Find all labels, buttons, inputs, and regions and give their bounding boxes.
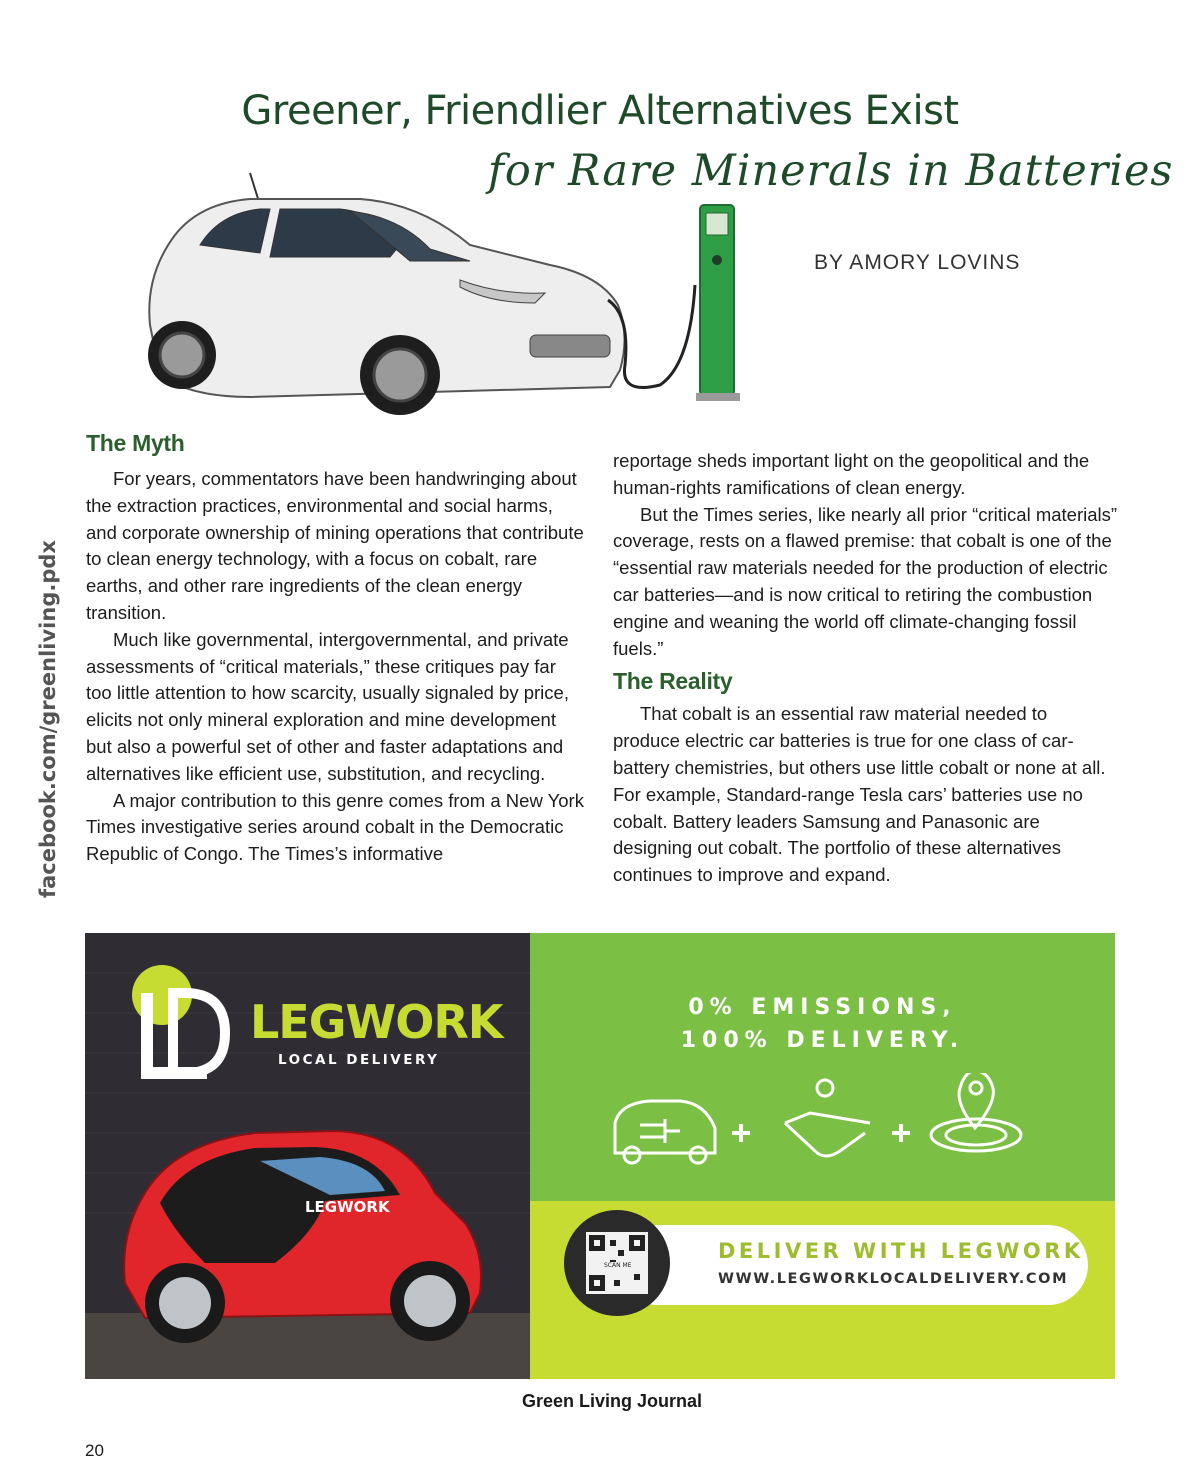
location-pin-icon [931,1073,1021,1151]
ad-photo [85,933,530,1379]
myth-paragraph: Much like governmental, intergovernmental, and private assessments of “critical materials,” these critiques pay far too little attention to how scarcity, usually signaled by price, elicits not only mineral exploration and mine development but also a powerful set of other and faster adaptations and alternatives like efficient use, substitution, and recycling. [86,628,569,784]
article-title: Greener, Friendlier Alternatives Exist [241,88,959,134]
ad-tagline [530,991,1115,1057]
myth-paragraph: A major contribution to this genre comes from a New York Times investigative series around cobalt in the Democratic Republic of Congo. The Times’s informative [86,789,584,865]
myth-heading: The Myth [86,430,185,456]
car-door-logo: LEGWORK [305,1198,390,1216]
article-column-left [86,426,586,868]
electric-car-icon [615,1101,715,1163]
ad-icons-row [610,1073,1050,1173]
reality-heading: The Reality [613,668,733,695]
website-link[interactable]: WWW.LEGWORKLOCALDELIVERY.COM [718,1271,1069,1287]
handshake-icon [785,1080,870,1156]
article-column-right [613,448,1118,889]
qr-scan-label: SCAN ME [604,1262,632,1269]
ad-info-panel [530,933,1115,1379]
qr-code[interactable] [564,1210,670,1316]
myth-paragraph: For years, commentators have been handwringing about the extraction practices, environmental and social harms, and corporate ownership of mining operations that contribute to clean energy technology, with a focus on cobalt, rare earths, and other rare ingredients of the clean energy transition. [86,468,584,623]
facebook-url[interactable]: facebook.com/greenliving.pdx [36,540,60,898]
ev-car-illustration [130,165,760,425]
article-subtitle: for Rare Minerals in Batteries [488,146,1174,196]
ad-tagline-line1: 0% EMISSIONS, [688,995,957,1020]
page-number: 20 [85,1441,104,1460]
plus-icon [732,1124,750,1142]
continued-paragraph: But the Times series, like nearly all prior “critical materials” coverage, rests on a flawed premise: that cobalt is one of the “essential raw materials needed for the production of electric car batteries—and is now critical to retiring the combustion engine and weaning the world off climate-changing fossil fuels.” [613,503,1118,659]
byline: BY AMORY LOVINS [814,251,1021,274]
cta-title: DELIVER WITH LEGWORK [718,1239,1084,1263]
legwork-logo: LEGWORK [250,995,503,1049]
reality-paragraph: That cobalt is an essential raw material needed to produce electric car batteries is true for one class of car-battery chemistries, but others use little cobalt or none at all. For example, Standard-range Tesla cars’ batteries use no cobalt. Battery leaders Samsung and Panasonic are designing out cobalt. The portfolio of these alternatives continues to improve and expand. [613,703,1106,886]
legwork-ad[interactable] [85,933,1115,1379]
continued-paragraph: reportage sheds important light on the geopolitical and the human-rights ramifications of clean energy. [613,450,1090,498]
cta-banner[interactable] [618,1225,1088,1305]
legwork-tagline: LOCAL DELIVERY [278,1052,440,1068]
publication-name: Green Living Journal [521,1391,703,1411]
ad-tagline-line2: 100% DELIVERY. [680,1028,965,1053]
plus-icon [892,1124,910,1142]
